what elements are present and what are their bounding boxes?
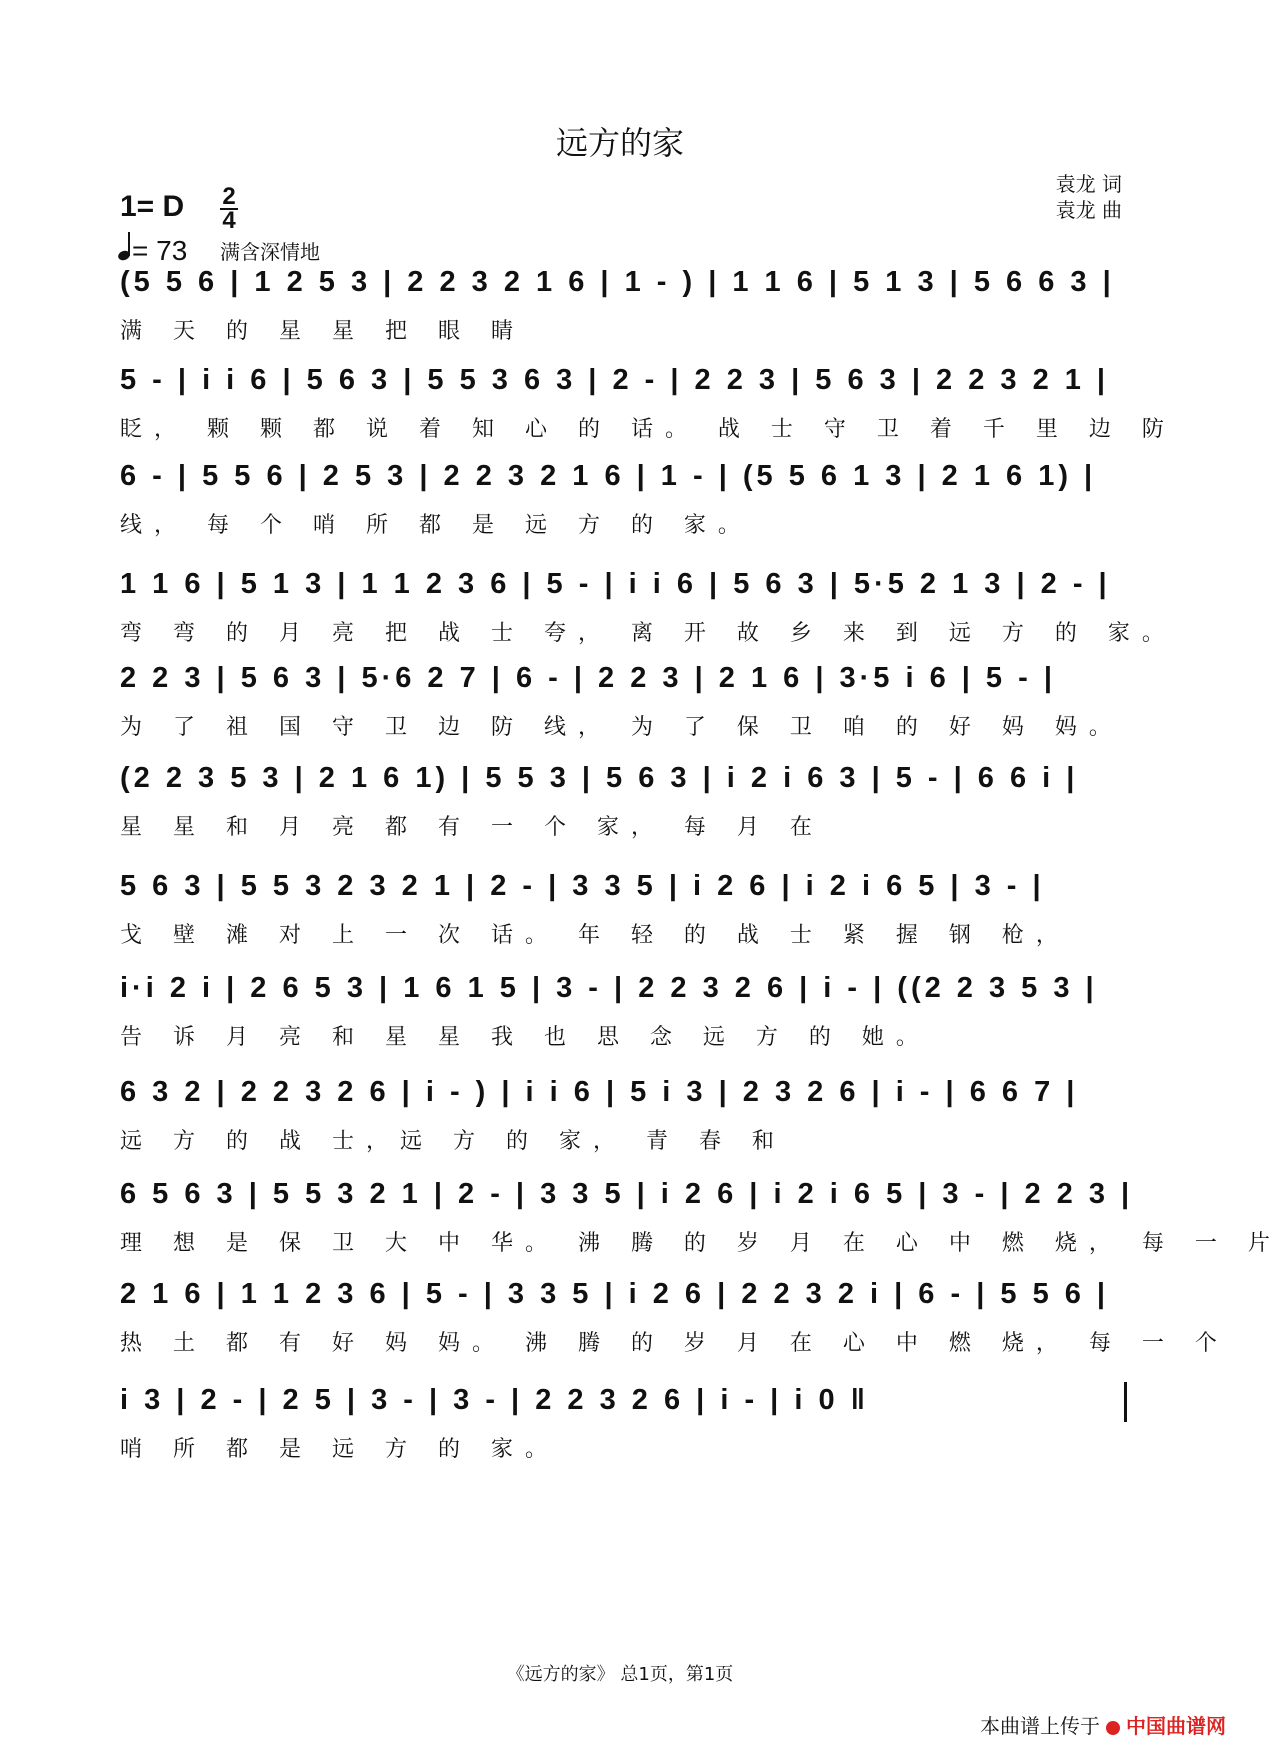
site-logo-icon — [1106, 1721, 1120, 1735]
notation-line: 1 1 6 | 5 1 3 | 1 1 2 3 6 | 5 - | i i 6 | 5 6 3 | 5·5 2 1 3 | 2 - | — [120, 568, 1111, 600]
lyric-line: 哨 所 都 是 远 方 的 家。 — [120, 1437, 559, 1462]
score-line-3 — [0, 448, 1240, 558]
score-line-9 — [0, 1064, 1240, 1174]
lyric-line: 理 想 是 保 卫 大 中 华。 沸 腾 的 岁 月 在 心 中 燃 烧， 每 一 片 — [120, 1231, 1282, 1256]
watermark-text: 本曲谱上传于 — [980, 1714, 1100, 1738]
composer-credit: 袁龙 曲 — [1055, 198, 1122, 222]
lyric-line: 为 了 祖 国 守 卫 边 防 线， 为 了 保 卫 咱 的 好 妈 妈。 — [120, 715, 1123, 740]
score-line-12 — [0, 1372, 1240, 1482]
notation-line: 6 5 6 3 | 5 5 3 2 1 | 2 - | 3 3 5 | i 2 6 | i 2 i 6 5 | 3 - | 2 2 3 | — [120, 1178, 1134, 1210]
lyric-line: 戈 壁 滩 对 上 一 次 话。 年 轻 的 战 士 紧 握 钢 枪， — [120, 923, 1070, 948]
notation-line: (5 5 6 | 1 2 5 3 | 2 2 3 2 1 6 | 1 - ) | 1 1 6 | 5 1 3 | 5 6 6 3 | — [120, 266, 1115, 298]
score-line-6 — [0, 750, 1240, 860]
score-line-7 — [0, 858, 1240, 968]
score-line-1 — [0, 254, 1240, 364]
lyric-line: 告 诉 月 亮 和 星 星 我 也 思 念 远 方 的 她。 — [120, 1025, 930, 1050]
expression-marking: 满含深情地 — [220, 240, 320, 264]
lyric-line: 弯 弯 的 月 亮 把 战 士 夸， 离 开 故 乡 来 到 远 方 的 家。 — [120, 621, 1176, 646]
lyric-line: 星 星 和 月 亮 都 有 一 个 家， 每 月 在 — [120, 815, 824, 840]
time-signature-numerator: 2 — [222, 183, 236, 210]
lyric-line: 线， 每 个 哨 所 都 是 远 方 的 家。 — [120, 513, 752, 538]
score-line-2 — [0, 352, 1240, 462]
lyric-line: 热 土 都 有 好 妈 妈。 沸 腾 的 岁 月 在 心 中 燃 烧， 每 一 个 — [120, 1331, 1229, 1356]
time-signature — [218, 183, 240, 234]
notation-line: (2 2 3 5 3 | 2 1 6 1) | 5 5 3 | 5 6 3 | i 2 i 6 3 | 5 - | 6 6 i | — [120, 762, 1079, 794]
notation-line: 5 - | i i 6 | 5 6 3 | 5 5 3 6 3 | 2 - | 2 2 3 | 5 6 3 | 2 2 3 2 1 | — [120, 364, 1110, 396]
notation-line: 2 1 6 | 1 1 2 3 6 | 5 - | 3 3 5 | i 2 6 | 2 2 3 2 i | 6 - | 5 5 6 | — [120, 1278, 1110, 1310]
tempo-value: = 73 — [132, 235, 188, 266]
time-signature-denominator: 4 — [222, 207, 236, 234]
score-line-11 — [0, 1266, 1240, 1376]
lyric-line: 满 天 的 星 星 把 眼 睛 — [120, 319, 525, 344]
score-line-10 — [0, 1166, 1282, 1276]
notation-line: 2 2 3 | 5 6 3 | 5·6 2 7 | 6 - | 2 2 3 | 2 1 6 | 3·5 i 6 | 5 - | — [120, 662, 1056, 694]
lyric-line: 眨， 颗 颗 都 说 着 知 心 的 话。 战 士 守 卫 着 千 里 边 防 — [120, 417, 1176, 442]
score-line-8 — [0, 960, 1240, 1070]
notation-line: 5 6 3 | 5 5 3 2 3 2 1 | 2 - | 3 3 5 | i 2 6 | i 2 i 6 5 | 3 - | — [120, 870, 1045, 902]
score-line-5 — [0, 650, 1240, 760]
notation-line: i 3 | 2 - | 2 5 | 3 - | 3 - | 2 2 3 2 6 | i - | i 0 ‖ — [120, 1384, 870, 1416]
lyricist-credit: 袁龙 词 — [1055, 172, 1122, 196]
page-footer: 《远方的家》 总1页，第1页 — [506, 1664, 734, 1685]
song-title: 远方的家 — [555, 124, 684, 162]
watermark-brand: 中国曲谱网 — [1126, 1714, 1226, 1738]
key-signature: 1= D — [120, 190, 185, 223]
final-barline — [1124, 1382, 1127, 1422]
notation-line: 6 3 2 | 2 2 3 2 6 | i - ) | i i 6 | 5 i 3 | 2 3 2 6 | i - | 6 6 7 | — [120, 1076, 1079, 1108]
upload-watermark — [980, 1710, 1226, 1739]
lyric-line: 远 方 的 战 士，远 方 的 家， 青 春 和 — [120, 1129, 786, 1154]
notation-line: i·i 2 i | 2 6 5 3 | 1 6 1 5 | 3 - | 2 2 3 2 6 | i - | ((2 2 3 5 3 | — [120, 972, 1098, 1004]
notation-line: 6 - | 5 5 6 | 2 5 3 | 2 2 3 2 1 6 | 1 - | (5 5 6 1 3 | 2 1 6 1) | — [120, 460, 1097, 492]
